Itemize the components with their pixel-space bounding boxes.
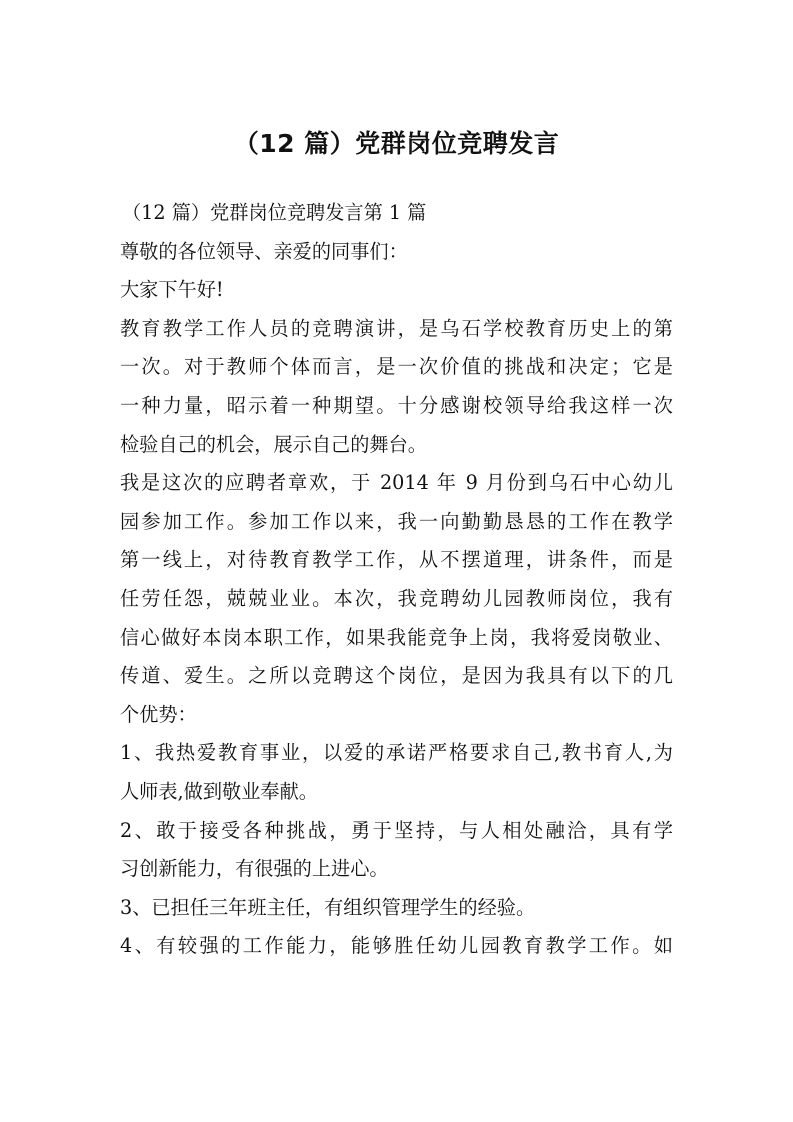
text-line: 传道、爱生。之所以竞聘这个岗位，是因为我具有以下的几 <box>120 664 673 688</box>
text-line: 3、已担任三年班主任，有组织管理学生的经验。 <box>120 895 536 919</box>
text-line: 一种力量，昭示着一种期望。十分感谢校领导给我这样一次 <box>120 393 673 417</box>
text-line: 教育教学工作人员的竞聘演讲，是乌石学校教育历史上的第 <box>120 316 673 340</box>
text-line: 任劳任怨，兢兢业业。本次，我竞聘幼儿园教师岗位，我有 <box>120 586 673 610</box>
text-line: （12 篇）党群岗位竞聘发言第 1 篇 <box>122 201 427 224</box>
text-line: 1、我热爱教育事业，以爱的承诺严格要求自己,教书育人,为 <box>120 741 673 765</box>
text-line: 习创新能力，有很强的上进心。 <box>120 857 389 881</box>
text-line: 2、敢于接受各种挑战，勇于坚持，与人相处融洽，具有学 <box>120 818 673 842</box>
text-line: 4、有较强的工作能力，能够胜任幼儿园教育教学工作。如 <box>120 934 673 958</box>
document-body <box>120 194 673 966</box>
text-line: 人师表,做到敬业奉献。 <box>120 779 318 803</box>
document-title: （12 篇）党群岗位竞聘发言 <box>233 129 560 158</box>
text-line: 信心做好本岗本职工作，如果我能竞争上岗，我将爱岗敬业、 <box>120 625 673 649</box>
text-line: 个优势： <box>120 702 197 726</box>
text-line: 一次。对于教师个体而言，是一次价值的挑战和决定；它是 <box>120 355 673 379</box>
text-line: 尊敬的各位领导、亲爱的同事们： <box>120 239 408 263</box>
text-line: 园参加工作。参加工作以来，我一向勤勤恳恳的工作在教学 <box>120 509 673 533</box>
text-line: 检验自己的机会，展示自己的舞台。 <box>120 432 427 456</box>
text-line: 大家下午好! <box>120 278 224 302</box>
text-line: 第一线上，对待教育教学工作，从不摆道理，讲条件，而是 <box>120 548 673 572</box>
text-line: 我是这次的应聘者章欢，于 2014 年 9 月份到乌石中心幼儿 <box>120 471 673 495</box>
